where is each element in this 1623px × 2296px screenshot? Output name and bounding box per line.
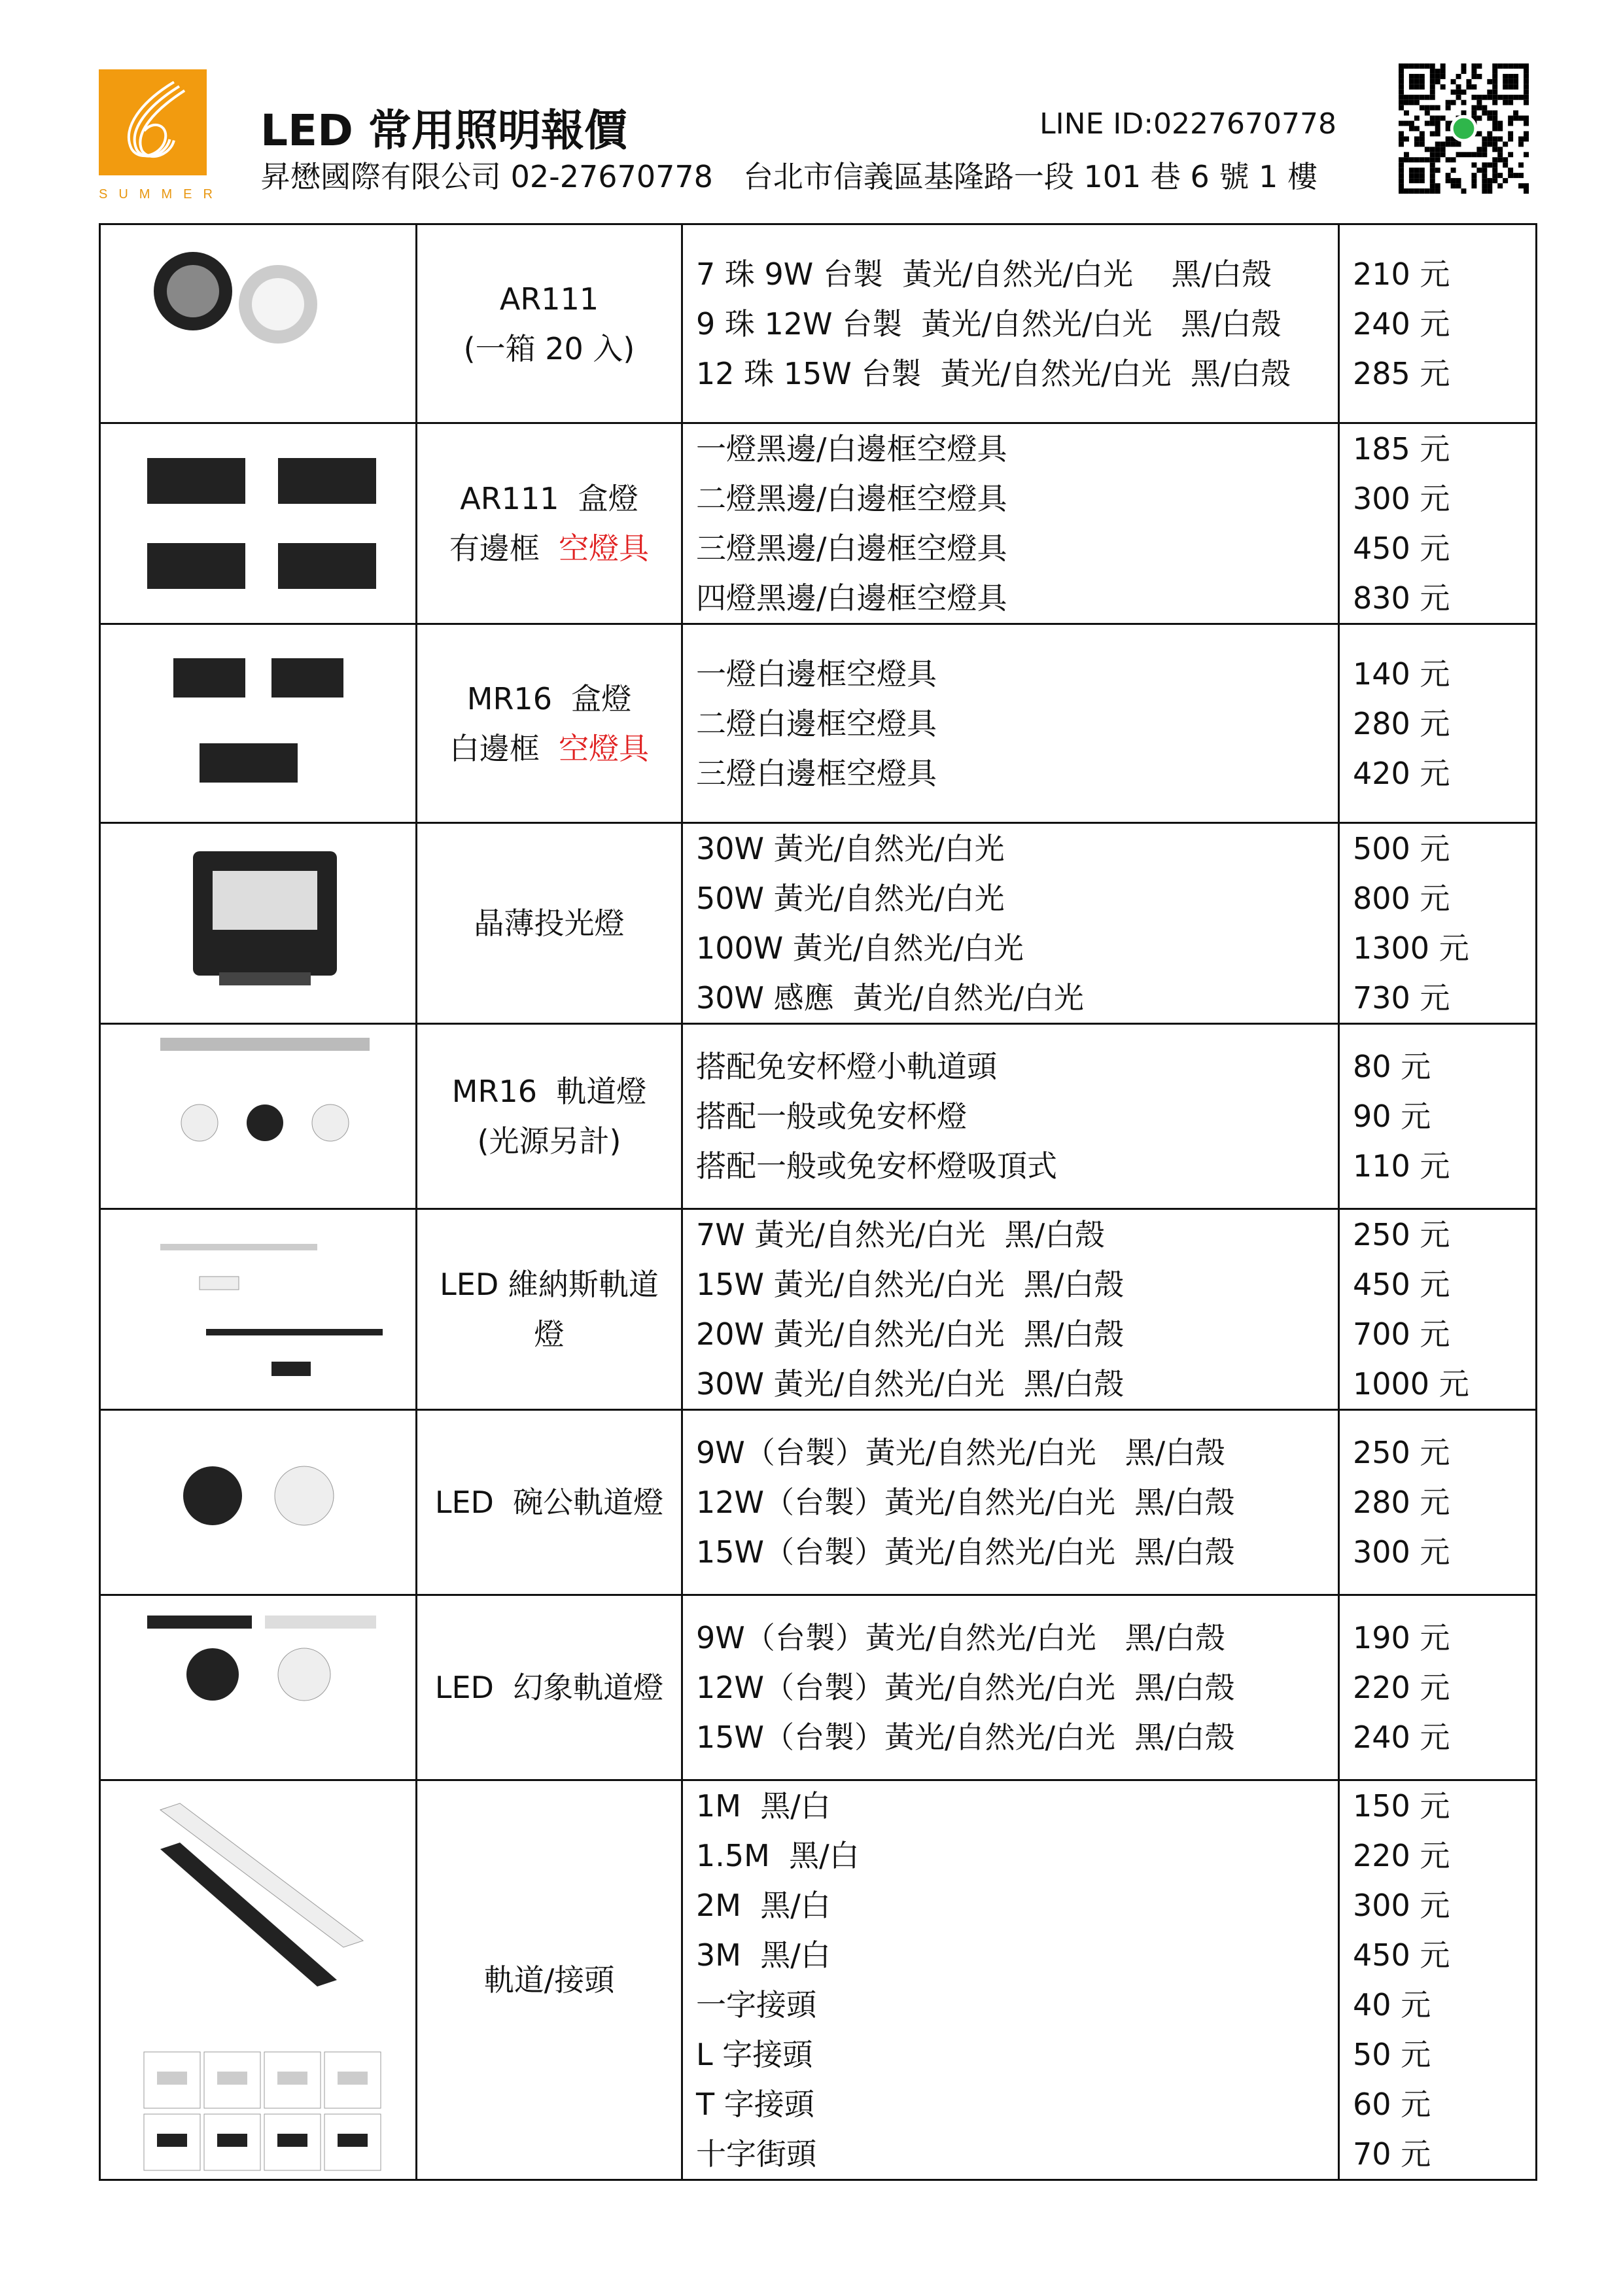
spec-item: 20W 黃光/自然光/白光 黑/白殼 xyxy=(696,1316,1125,1352)
venus-track-light-image xyxy=(100,1209,417,1410)
qr-code-icon xyxy=(1399,63,1529,194)
price-item: 280 元 xyxy=(1353,1485,1450,1520)
product-name xyxy=(417,823,682,1024)
mr16-track-light-image xyxy=(100,1024,417,1209)
product-name xyxy=(417,1024,682,1209)
ar111-lamp-image xyxy=(100,224,417,423)
price-item: 210 元 xyxy=(1353,256,1450,292)
spec-item: 十字街頭 xyxy=(696,2136,816,2172)
price-item: 240 元 xyxy=(1353,306,1450,342)
price-list xyxy=(1339,224,1537,423)
product-name-line xyxy=(417,523,681,573)
page-title: LED 常用照明報價 xyxy=(260,105,627,156)
floodlight-image xyxy=(100,823,417,1024)
spec-list xyxy=(682,1780,1339,2180)
name-text: MR16 軌道燈 xyxy=(451,1074,647,1109)
price-item: 40 元 xyxy=(1353,1987,1431,2022)
table-row xyxy=(100,224,1537,423)
spec-list xyxy=(682,823,1339,1024)
price-item: 450 元 xyxy=(1353,531,1450,566)
name-text: 有邊框 xyxy=(449,531,559,566)
price-item: 300 元 xyxy=(1353,481,1450,516)
product-name-line xyxy=(417,1116,681,1166)
price-list xyxy=(1339,624,1537,823)
price-list xyxy=(1339,823,1537,1024)
product-name-line xyxy=(417,1955,681,2005)
spec-list xyxy=(682,1024,1339,1209)
highlight-text: 空燈具 xyxy=(559,730,650,766)
name-text: (一箱 20 入) xyxy=(463,330,635,366)
price-item: 280 元 xyxy=(1353,705,1450,741)
spec-item: 50W 黃光/自然光/白光 xyxy=(696,881,1005,916)
table-row xyxy=(100,1024,1537,1209)
spec-item: 15W（台製）黃光/自然光/白光 黑/白殼 xyxy=(696,1534,1235,1570)
spec-item: 搭配一般或免安杯燈 xyxy=(696,1099,967,1134)
table-row xyxy=(100,1209,1537,1410)
spec-item: 7W 黃光/自然光/白光 黑/白殼 xyxy=(696,1217,1106,1252)
spec-item: 搭配一般或免安杯燈吸頂式 xyxy=(696,1148,1057,1184)
logo-text: SUMMER xyxy=(99,187,224,202)
mr16-box-lamp-image xyxy=(100,624,417,823)
price-item: 300 元 xyxy=(1353,1534,1450,1570)
name-text: LED 碗公軌道燈 xyxy=(434,1485,664,1520)
price-item: 190 元 xyxy=(1353,1620,1450,1655)
price-item: 185 元 xyxy=(1353,431,1450,467)
product-name-line xyxy=(417,724,681,773)
price-table xyxy=(99,223,1537,2181)
spec-item: 一燈白邊框空燈具 xyxy=(696,656,937,692)
phantom-track-light-image xyxy=(100,1595,417,1780)
product-name-line xyxy=(417,474,681,523)
spec-list xyxy=(682,624,1339,823)
table-row xyxy=(100,1780,1537,2180)
company-logo xyxy=(99,69,207,175)
product-name-line xyxy=(417,274,681,324)
spec-item: 15W 黃光/自然光/白光 黑/白殼 xyxy=(696,1267,1125,1302)
table-row xyxy=(100,1410,1537,1595)
price-item: 220 元 xyxy=(1353,1838,1450,1873)
product-name xyxy=(417,1595,682,1780)
table-row xyxy=(100,823,1537,1024)
spec-item: 一燈黑邊/白邊框空燈具 xyxy=(696,431,1007,467)
product-name xyxy=(417,1209,682,1410)
spec-list xyxy=(682,423,1339,624)
price-item: 800 元 xyxy=(1353,881,1450,916)
price-item: 250 元 xyxy=(1353,1435,1450,1470)
price-list xyxy=(1339,1410,1537,1595)
spec-list xyxy=(682,1410,1339,1595)
price-item: 250 元 xyxy=(1353,1217,1450,1252)
spec-item: 12 珠 15W 台製 黃光/自然光/白光 黑/白殼 xyxy=(696,355,1291,391)
price-item: 450 元 xyxy=(1353,1267,1450,1302)
price-item: 500 元 xyxy=(1353,831,1450,866)
product-name xyxy=(417,423,682,624)
price-item: 830 元 xyxy=(1353,580,1450,616)
name-text: 軌道/接頭 xyxy=(483,1962,615,1998)
product-name-line xyxy=(417,1067,681,1116)
product-name-line xyxy=(417,1260,681,1309)
line-id: LINE ID:0227670778 xyxy=(1039,107,1336,141)
product-name xyxy=(417,224,682,423)
table-row xyxy=(100,423,1537,624)
price-item: 1300 元 xyxy=(1353,930,1469,966)
price-item: 240 元 xyxy=(1353,1720,1450,1755)
name-text: MR16 盒燈 xyxy=(466,680,632,716)
spec-item: 搭配免安杯燈小軌道頭 xyxy=(696,1049,997,1084)
spec-item: 2M 黑/白 xyxy=(696,1888,831,1923)
spec-item: 一字接頭 xyxy=(696,1987,816,2022)
spec-item: T 字接頭 xyxy=(696,2087,814,2122)
price-list xyxy=(1339,1024,1537,1209)
spec-item: 30W 感應 黃光/自然光/白光 xyxy=(696,980,1084,1016)
product-name-line xyxy=(417,1477,681,1527)
product-name-line xyxy=(417,1309,681,1359)
price-item: 1000 元 xyxy=(1353,1366,1469,1402)
table-row xyxy=(100,624,1537,823)
name-text: AR111 xyxy=(499,281,599,317)
company-info: 昇懋國際有限公司 02-27670778 台北市信義區基隆路一段 101 巷 6 號 1 樓 xyxy=(260,159,1318,194)
spec-item: 12W（台製）黃光/自然光/白光 黑/白殼 xyxy=(696,1670,1235,1705)
price-list xyxy=(1339,1209,1537,1410)
spec-item: 二燈白邊框空燈具 xyxy=(696,705,937,741)
spec-item: 7 珠 9W 台製 黃光/自然光/白光 黑/白殼 xyxy=(696,256,1272,292)
spec-item: 三燈黑邊/白邊框空燈具 xyxy=(696,531,1007,566)
spec-list xyxy=(682,1209,1339,1410)
price-list xyxy=(1339,1780,1537,2180)
price-item: 90 元 xyxy=(1353,1099,1431,1134)
name-text: LED 維納斯軌道 xyxy=(440,1267,659,1302)
spec-item: 30W 黃光/自然光/白光 xyxy=(696,831,1005,866)
name-text: 燈 xyxy=(534,1316,565,1352)
price-item: 730 元 xyxy=(1353,980,1450,1016)
price-item: 80 元 xyxy=(1353,1049,1431,1084)
spec-list xyxy=(682,1595,1339,1780)
spec-item: 1M 黑/白 xyxy=(696,1788,831,1824)
ar111-box-lamp-image xyxy=(100,423,417,624)
spec-item: 9W（台製）黃光/自然光/白光 黑/白殼 xyxy=(696,1435,1226,1470)
name-text: 白邊框 xyxy=(449,730,559,766)
spec-item: 四燈黑邊/白邊框空燈具 xyxy=(696,580,1007,616)
spec-item: 1.5M 黑/白 xyxy=(696,1838,860,1873)
spec-item: L 字接頭 xyxy=(696,2037,813,2072)
price-item: 140 元 xyxy=(1353,656,1450,692)
name-text: LED 幻象軌道燈 xyxy=(434,1670,664,1705)
price-item: 150 元 xyxy=(1353,1788,1450,1824)
table-row xyxy=(100,1595,1537,1780)
spec-item: 3M 黑/白 xyxy=(696,1937,831,1973)
price-list xyxy=(1339,1595,1537,1780)
name-text: 晶薄投光燈 xyxy=(474,906,625,941)
product-name xyxy=(417,1780,682,2180)
price-item: 420 元 xyxy=(1353,755,1450,791)
price-item: 70 元 xyxy=(1353,2136,1431,2172)
spec-list xyxy=(682,224,1339,423)
name-text: AR111 盒燈 xyxy=(460,481,638,516)
product-name xyxy=(417,1410,682,1595)
price-list xyxy=(1339,423,1537,624)
price-item: 285 元 xyxy=(1353,355,1450,391)
product-name-line xyxy=(417,898,681,948)
spec-item: 15W（台製）黃光/自然光/白光 黑/白殼 xyxy=(696,1720,1235,1755)
price-item: 450 元 xyxy=(1353,1937,1450,1973)
spec-item: 100W 黃光/自然光/白光 xyxy=(696,930,1024,966)
name-text: (光源另計) xyxy=(477,1123,621,1159)
track-rail-connector-image xyxy=(100,1780,417,2180)
product-name xyxy=(417,624,682,823)
spec-item: 三燈白邊框空燈具 xyxy=(696,755,937,791)
price-item: 700 元 xyxy=(1353,1316,1450,1352)
product-name-line xyxy=(417,674,681,724)
spec-item: 30W 黃光/自然光/白光 黑/白殼 xyxy=(696,1366,1125,1402)
spec-item: 9W（台製）黃光/自然光/白光 黑/白殼 xyxy=(696,1620,1226,1655)
product-name-line xyxy=(417,1663,681,1712)
spec-item: 二燈黑邊/白邊框空燈具 xyxy=(696,481,1007,516)
spec-item: 9 珠 12W 台製 黃光/自然光/白光 黑/白殼 xyxy=(696,306,1282,342)
price-item: 110 元 xyxy=(1353,1148,1450,1184)
price-item: 50 元 xyxy=(1353,2037,1431,2072)
price-item: 60 元 xyxy=(1353,2087,1431,2122)
bowl-track-light-image xyxy=(100,1410,417,1595)
price-item: 300 元 xyxy=(1353,1888,1450,1923)
spec-item: 12W（台製）黃光/自然光/白光 黑/白殼 xyxy=(696,1485,1235,1520)
price-item: 220 元 xyxy=(1353,1670,1450,1705)
product-name-line xyxy=(417,324,681,374)
highlight-text: 空燈具 xyxy=(559,531,650,566)
